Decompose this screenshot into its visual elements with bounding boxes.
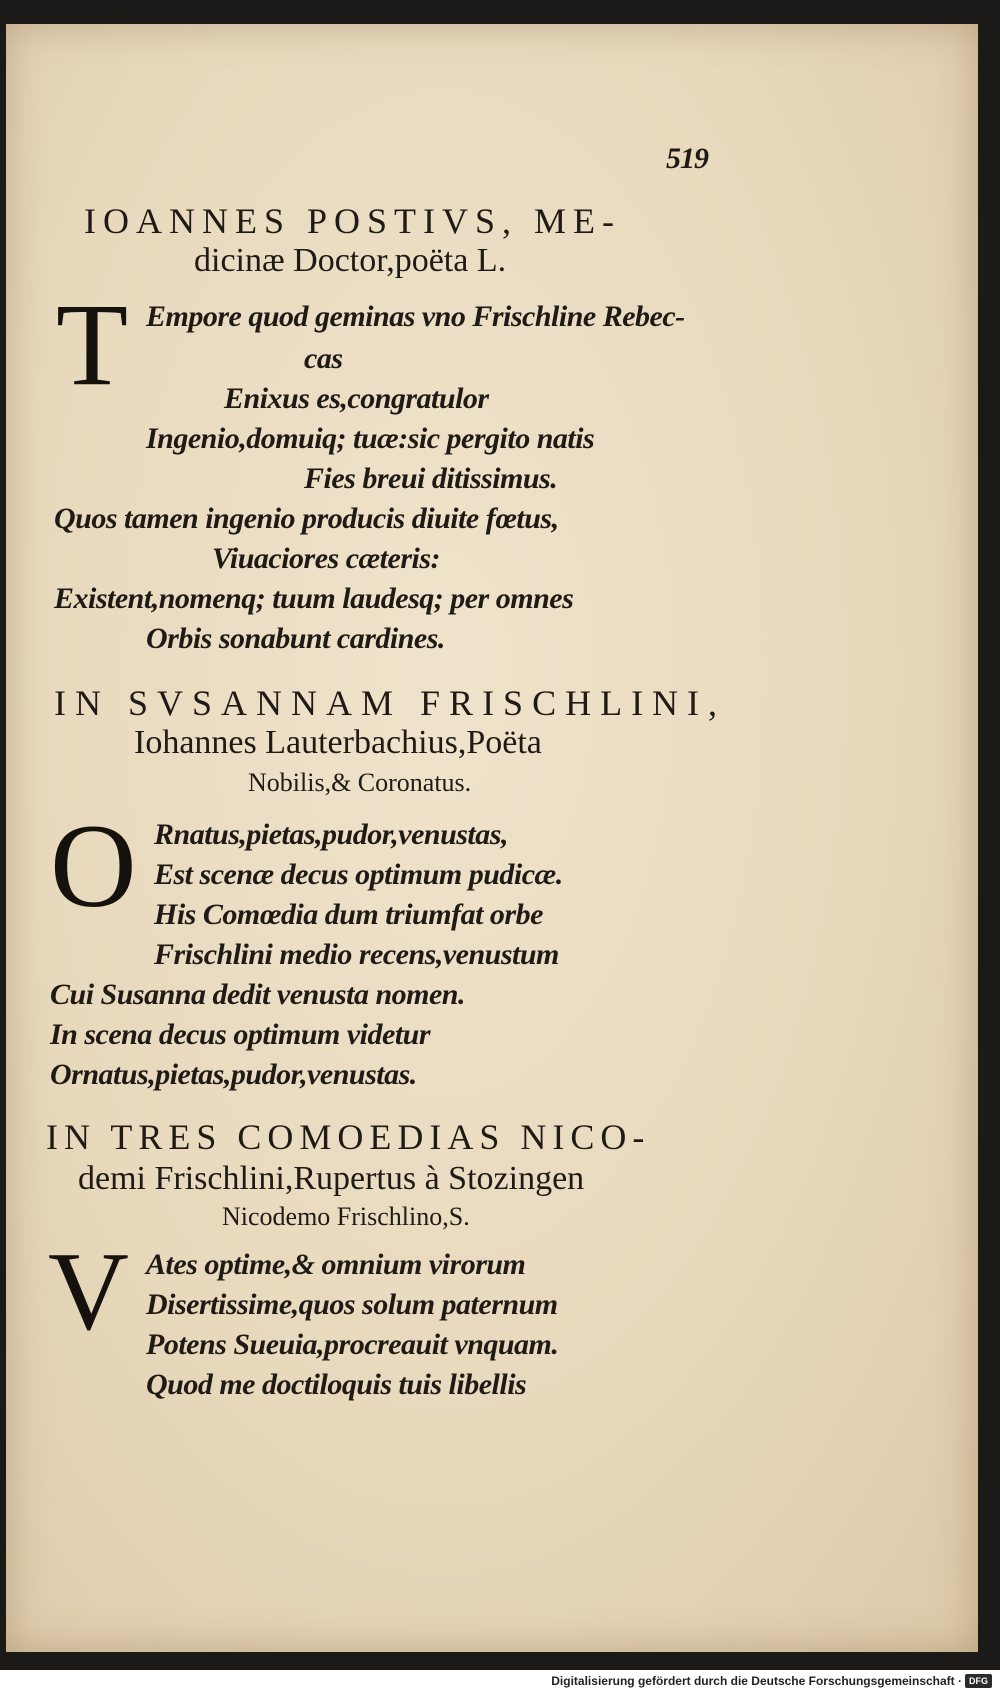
poem1-verse: Viuaciores cæteris: — [212, 542, 440, 575]
poem2-verse: Est scenæ decus optimum pudicæ. — [154, 858, 563, 891]
poem3-verse: Quod me doctiloquis tuis libellis — [146, 1368, 527, 1401]
poem2-heading-line3: Nobilis,& Coronatus. — [248, 768, 472, 797]
poem2-verse: Rnatus,pietas,pudor,venustas, — [154, 818, 508, 851]
funding-notice: Digitalisierung gefördert durch die Deutsche Forschungsgemeinschaft · — [551, 1674, 962, 1688]
poem3-drop-cap: V — [48, 1230, 129, 1354]
poem1-verse: Ingenio,domuiq; tuæ:sic pergito natis — [146, 422, 595, 455]
poem2-verse: Frischlini medio recens,venustum — [154, 938, 559, 971]
poem3-verse: Disertissime,quos solum paternum — [146, 1288, 558, 1321]
poem2-heading-line2: Iohannes Lauterbachius,Poëta — [134, 724, 542, 761]
poem3-verse: Potens Sueuia,procreauit vnquam. — [146, 1328, 559, 1361]
poem1-verse: Enixus es,congratulor — [224, 382, 489, 415]
footer-bar — [0, 1670, 1000, 1693]
poem1-verse: Orbis sonabunt cardines. — [146, 622, 445, 655]
poem1-verse: Quos tamen ingenio producis diuite fœtus, — [54, 502, 559, 535]
poem2-verse: In scena decus optimum videtur — [50, 1018, 431, 1051]
poem2-verse: Ornatus,pietas,pudor,venustas. — [50, 1058, 417, 1091]
poem1-heading-line1: IOANNES POSTIVS, ME- — [84, 201, 622, 241]
poem3-heading-line1: IN TRES COMOEDIAS NICO- — [46, 1117, 651, 1157]
poem2-heading-line1: IN SVSANNAM FRISCHLINI, — [54, 683, 727, 723]
dfg-logo-icon[interactable]: DFG — [965, 1674, 992, 1688]
poem1-verse: Fies breui ditissimus. — [304, 462, 558, 495]
poem3-heading-line2: demi Frischlini,Rupertus à Stozingen — [78, 1160, 585, 1197]
poem1-drop-cap: T — [56, 279, 129, 410]
poem2-drop-cap: O — [50, 799, 137, 932]
poem1-verse: Empore quod geminas vno Frischline Rebec- — [146, 300, 685, 333]
poem1-verse: cas — [304, 342, 343, 375]
book-page — [6, 24, 978, 1652]
poem1-heading-line2: dicinæ Doctor,poëta L. — [194, 242, 507, 279]
poem2-verse: His Comœdia dum triumfat orbe — [154, 898, 543, 931]
page-number: 519 — [666, 142, 708, 175]
poem2-verse: Cui Susanna dedit venusta nomen. — [50, 978, 465, 1011]
poem3-verse: Ates optime,& omnium virorum — [146, 1248, 526, 1281]
poem1-verse: Existent,nomenq; tuum laudesq; per omnes — [54, 582, 574, 615]
poem3-heading-line3: Nicodemo Frischlino,S. — [222, 1202, 470, 1231]
